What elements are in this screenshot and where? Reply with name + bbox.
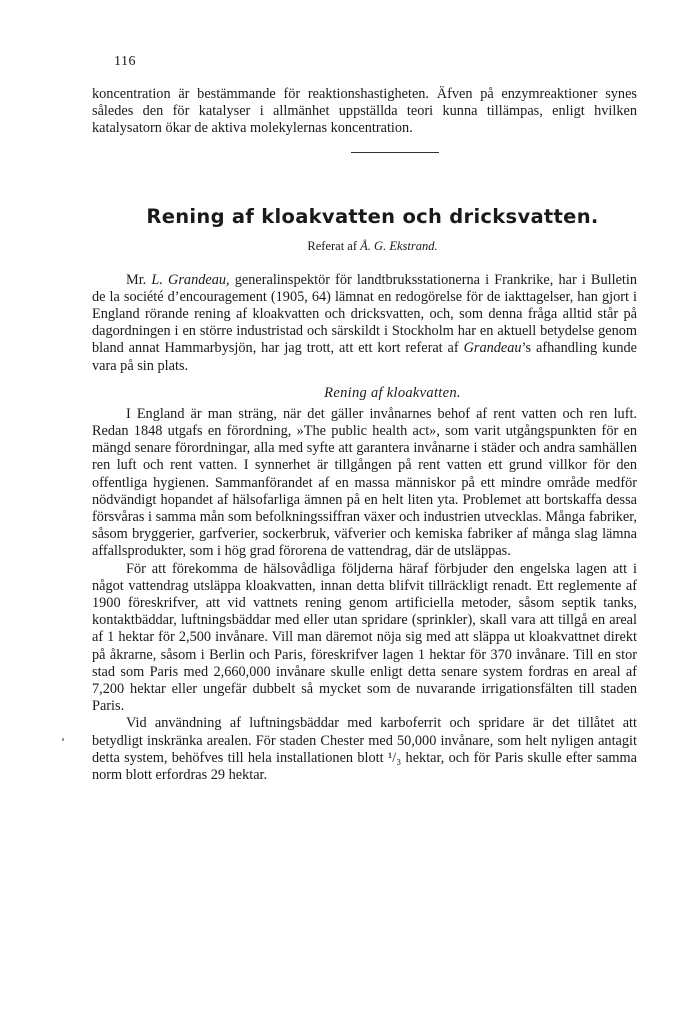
section-subheading: Rening af kloakvatten. — [324, 384, 461, 401]
byline-author: Å. G. Ekstrand. — [360, 238, 438, 253]
document-page — [92, 54, 637, 784]
p1-honorific: Mr. — [126, 271, 147, 288]
paragraph-2: I England är man sträng, när det gäller invånarnes behof af rent vatten och ren luft. Redan 1848 utgafs en förordning, »The public health act», som varit utgångspunkten för en mängd senare förordningar, alla med syfte att garantera invånarne i städer och andra samhällen ren luft och rent vatten. I synnerhet är tillgången på rent vatten ett grund villkor för den offentliga hygienen. Sammanförandet af en massa människor på ett mindre område medför nödvändigt hopandet af hälsofarliga ämnen på en helt liten yta. Problemet att bortskaffa dessa försvåras i samma mån som befolkningssiffran växer och industrien utvecklas. Många fabriker, såsom bryggerier, garfverier, sockerbruk, väfverier och kemiska fabriker af många slag lämna affallsprodukter, som i hög grad förorena de vattendrag, där de utsläppas. — [92, 405, 637, 560]
p4-body: Vid användning af luftningsbäddar med karboferrit och spridare är det tillåtet att betydligt inskränka arealen. För staden Chester med 50,000 invånare, som helt nyligen antagit detta system, behöfves till hela installationen blott — [92, 715, 637, 766]
page-number: 116 — [114, 54, 136, 69]
paragraph-4 — [92, 715, 637, 784]
paragraph-3: För att förekomma de hälsovådliga följderna häraf förbjuder den engelska lagen att i något vattendrag utsläppa kloakvatten, innan detta blifvit tillräckligt renadt. Ett reglemente af 1900 föreskrifver, att vid vattnets rening genom artificiella metoder, såsom septik tanks, kontaktbäddar, luftningsbäddar med eller utan spridare (sprinkler), skall vara att tillgå en areal af 1 hektar för 2,500 invånare. Vill man däremot nöja sig med att släppa ut kloakvattnet direkt på åkrarne, såsom i Berlin och Paris, föreskrifver lagen 1 hektar för 370 invånare. Till en stor stad som Paris med 2,660,000 invånare skulle enligt detta senare system fordras en areal af 7,200 hektar eller ungefär dubbelt så mycket som de nuvarande irrigationsfälten till staden Paris. — [92, 560, 637, 715]
paragraph-1 — [92, 272, 637, 375]
p1-author-name-2: Grandeau — [463, 340, 522, 357]
p1-ending: ’s afhandling kunde vara på sin plats. — [92, 340, 638, 374]
p1-author-name: L. Grandeau, — [151, 271, 230, 288]
p1-body: generalinspektör för landtbruksstationerna i Frankrike, har i Bulletin de la société d’encouragement (1905, 64) lämnat en redogörelse för de iakttagelser, han gjort i England rörande rening af kloakvatten och dricksvatten, och, som denna fråga alltid står på dagordningen i en större industristad och särskildt i Stockholm har en aktuell betydelse genom bland annat Hammarbysjön, har jag trott, att ett kort referat af — [92, 271, 638, 357]
intro-paragraph: koncentration är bestämmande för reaktionshastigheten. Äfven på enzymreaktioner synes således den för katalyser i allmänhet uppställda teori kunna tillämpas, enligt hvilken katalysatorn ökar de aktiva molekylernas koncentration. — [92, 86, 637, 137]
p4-fraction: ¹/₃ — [387, 749, 402, 766]
article-byline — [100, 239, 645, 254]
article-title: Rening af kloakvatten och dricksvatten. — [146, 204, 599, 228]
section-divider — [351, 152, 439, 153]
scan-speck — [62, 738, 64, 741]
byline-prefix: Referat af — [307, 238, 358, 253]
p4-ending: hektar, och för Paris skulle efter samma norm blott erfordras 29 hektar. — [92, 749, 637, 784]
